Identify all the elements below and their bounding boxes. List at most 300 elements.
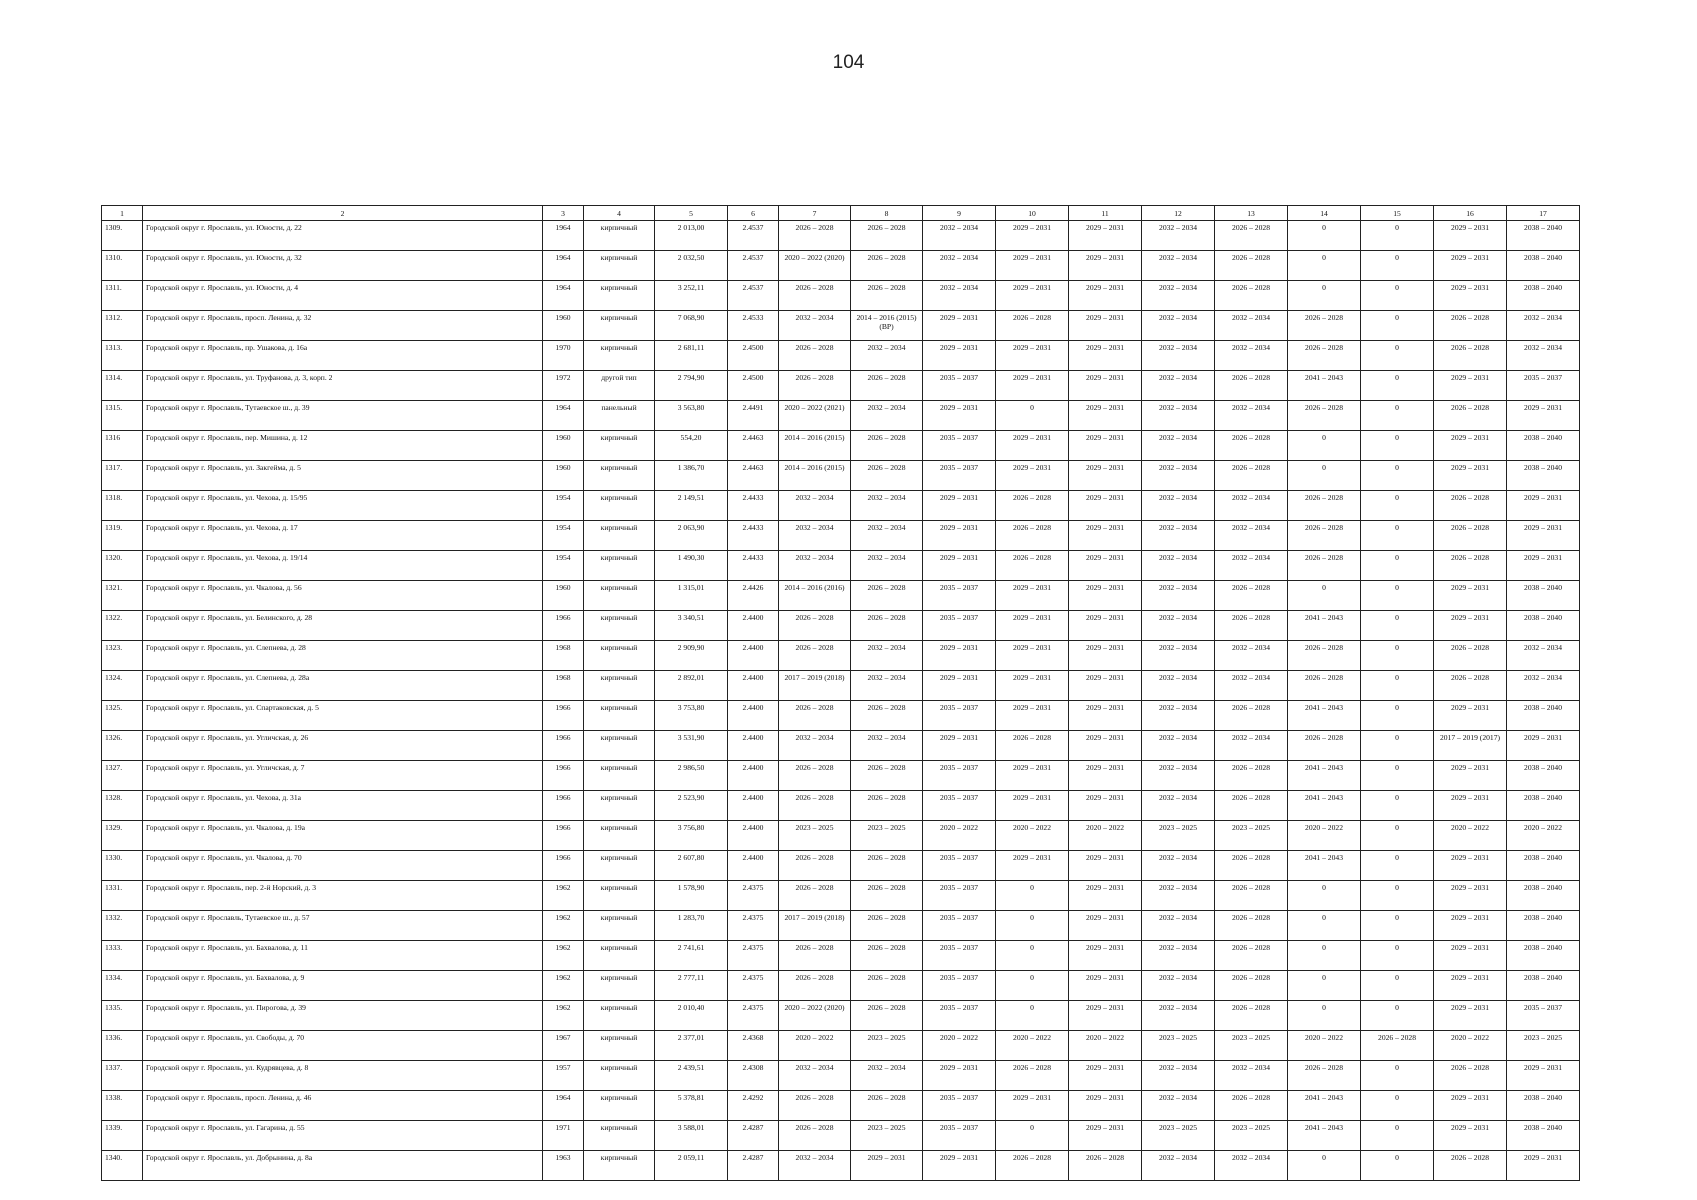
table-cell: 2032 – 2034 [1142, 281, 1215, 311]
table-cell: 2035 – 2037 [923, 1001, 996, 1031]
table-cell: 2 909,90 [655, 641, 728, 671]
table-cell: 2026 – 2028 [1288, 521, 1361, 551]
table-cell: 2017 – 2019 (2017) [1434, 731, 1507, 761]
table-cell: 2032 – 2034 [779, 491, 851, 521]
table-cell: 2032 – 2034 [1142, 341, 1215, 371]
table-cell: 2026 – 2028 [779, 881, 851, 911]
table-cell: кирпичный [584, 911, 655, 941]
table-cell: 2038 – 2040 [1507, 461, 1580, 491]
table-cell: 3 753,80 [655, 701, 728, 731]
table-cell: 2029 – 2031 [996, 461, 1069, 491]
table-cell: 0 [1288, 281, 1361, 311]
table-cell: 2023 – 2025 [1142, 1031, 1215, 1061]
table-cell: 2 794,90 [655, 371, 728, 401]
table-cell: 2029 – 2031 [1507, 521, 1580, 551]
table-cell: кирпичный [584, 1061, 655, 1091]
table-cell: кирпичный [584, 641, 655, 671]
table-cell: 2 063,90 [655, 521, 728, 551]
table-cell: 2026 – 2028 [851, 461, 923, 491]
column-header: 1 [102, 206, 143, 221]
table-cell: 2038 – 2040 [1507, 851, 1580, 881]
table-cell: 2041 – 2043 [1288, 701, 1361, 731]
table-cell: Городской округ г. Ярославль, ул. Чкалова, д. 56 [143, 581, 543, 611]
table-cell: кирпичный [584, 941, 655, 971]
table-cell: 2.4308 [728, 1061, 779, 1091]
table-cell: 1963 [543, 1151, 584, 1181]
table-cell: 2035 – 2037 [923, 581, 996, 611]
table-cell: 2038 – 2040 [1507, 251, 1580, 281]
table-cell: 2038 – 2040 [1507, 791, 1580, 821]
table-cell: 2026 – 2028 [1434, 401, 1507, 431]
table-cell: 2026 – 2028 [1215, 851, 1288, 881]
table-cell: 2029 – 2031 [923, 1151, 996, 1181]
table-cell: кирпичный [584, 611, 655, 641]
table-cell: Городской округ г. Ярославль, ул. Чехова, д. 31а [143, 791, 543, 821]
table-row [102, 821, 1580, 851]
table-cell: 1330. [102, 851, 143, 881]
table-cell: 1964 [543, 251, 584, 281]
table-cell: 2032 – 2034 [1215, 311, 1288, 341]
table-cell: кирпичный [584, 1151, 655, 1181]
table-cell: 2029 – 2031 [1434, 281, 1507, 311]
table-cell: 2.4375 [728, 1001, 779, 1031]
table-cell: 2026 – 2028 [1288, 341, 1361, 371]
table-cell: 2017 – 2019 (2018) [779, 671, 851, 701]
table-cell: 2029 – 2031 [1069, 851, 1142, 881]
table-cell: 2029 – 2031 [1434, 461, 1507, 491]
table-cell: кирпичный [584, 971, 655, 1001]
table-cell: 2.4400 [728, 641, 779, 671]
table-cell: 2029 – 2031 [851, 1151, 923, 1181]
table-row [102, 851, 1580, 881]
table-cell: 2038 – 2040 [1507, 911, 1580, 941]
table-cell: 2026 – 2028 [1434, 1061, 1507, 1091]
table-cell: 2 377,01 [655, 1031, 728, 1061]
table-cell: 1310. [102, 251, 143, 281]
table-cell: 0 [1288, 881, 1361, 911]
table-cell: 2026 – 2028 [996, 491, 1069, 521]
table-cell: 0 [1361, 521, 1434, 551]
table-cell: 2026 – 2028 [1215, 971, 1288, 1001]
table-cell: 2.4500 [728, 371, 779, 401]
table-cell: 0 [1361, 491, 1434, 521]
table-cell: Городской округ г. Ярославль, ул. Чехова, д. 17 [143, 521, 543, 551]
table-cell: 2026 – 2028 [1215, 701, 1288, 731]
column-header: 15 [1361, 206, 1434, 221]
table-cell: 1321. [102, 581, 143, 611]
table-cell: Городской округ г. Ярославль, ул. Чкалова, д. 19а [143, 821, 543, 851]
table-cell: 2038 – 2040 [1507, 1091, 1580, 1121]
table-cell: кирпичный [584, 1121, 655, 1151]
table-cell: кирпичный [584, 551, 655, 581]
table-cell: 2038 – 2040 [1507, 581, 1580, 611]
table-cell: 2038 – 2040 [1507, 431, 1580, 461]
table-cell: 2032 – 2034 [1142, 521, 1215, 551]
buildings-schedule-table [101, 205, 1580, 1181]
table-cell: 2026 – 2028 [779, 1091, 851, 1121]
table-cell: 2032 – 2034 [851, 551, 923, 581]
table-cell: 0 [1361, 1121, 1434, 1151]
table-cell: 2026 – 2028 [851, 371, 923, 401]
table-row [102, 1031, 1580, 1061]
table-cell: 0 [1361, 251, 1434, 281]
table-cell: 2.4292 [728, 1091, 779, 1121]
table-cell: 2035 – 2037 [923, 881, 996, 911]
table-cell: другой тип [584, 371, 655, 401]
table-cell: 2026 – 2028 [851, 1091, 923, 1121]
table-cell: 1316 [102, 431, 143, 461]
table-cell: 2029 – 2031 [1069, 791, 1142, 821]
table-cell: 2020 – 2022 [779, 1031, 851, 1061]
table-cell: 2026 – 2028 [1215, 941, 1288, 971]
table-cell: Городской округ г. Ярославль, ул. Пирогова, д. 39 [143, 1001, 543, 1031]
table-cell: 2029 – 2031 [1434, 251, 1507, 281]
table-cell: 1314. [102, 371, 143, 401]
table-cell: 1318. [102, 491, 143, 521]
table-cell: 2032 – 2034 [1142, 251, 1215, 281]
table-cell: 2029 – 2031 [996, 611, 1069, 641]
table-row [102, 581, 1580, 611]
table-cell: 2029 – 2031 [1434, 761, 1507, 791]
table-cell: 2029 – 2031 [1434, 1091, 1507, 1121]
table-cell: 2026 – 2028 [1215, 431, 1288, 461]
column-header: 8 [851, 206, 923, 221]
table-cell: 2029 – 2031 [1434, 881, 1507, 911]
table-cell: кирпичный [584, 1091, 655, 1121]
table-cell: 1954 [543, 521, 584, 551]
table-cell: 1319. [102, 521, 143, 551]
table-cell: 2029 – 2031 [1434, 971, 1507, 1001]
table-cell: 2032 – 2034 [1142, 551, 1215, 581]
table-cell: кирпичный [584, 1001, 655, 1031]
table-cell: 2.4287 [728, 1121, 779, 1151]
table-cell: 2032 – 2034 [1142, 911, 1215, 941]
table-cell: 1 490,30 [655, 551, 728, 581]
table-cell: 2032 – 2034 [1142, 881, 1215, 911]
table-cell: 2029 – 2031 [996, 1091, 1069, 1121]
table-cell: Городской округ г. Ярославль, просп. Ленина, д. 32 [143, 311, 543, 341]
table-cell: 2026 – 2028 [851, 791, 923, 821]
table-cell: 0 [1361, 911, 1434, 941]
table-cell: 1313. [102, 341, 143, 371]
table-cell: 2026 – 2028 [1215, 911, 1288, 941]
table-cell: 2041 – 2043 [1288, 1091, 1361, 1121]
table-row [102, 491, 1580, 521]
table-cell: 2029 – 2031 [996, 581, 1069, 611]
table-cell: 1964 [543, 401, 584, 431]
table-cell: Городской округ г. Ярославль, ул. Чехова, д. 19/14 [143, 551, 543, 581]
table-cell: 2 741,61 [655, 941, 728, 971]
table-header-row [102, 206, 1580, 221]
table-cell: 1332. [102, 911, 143, 941]
table-cell: 1964 [543, 1091, 584, 1121]
table-cell: 2029 – 2031 [1069, 941, 1142, 971]
table-cell: 2035 – 2037 [923, 851, 996, 881]
table-cell: Городской округ г. Ярославль, просп. Ленина, д. 46 [143, 1091, 543, 1121]
table-cell: кирпичный [584, 461, 655, 491]
table-cell: 1954 [543, 551, 584, 581]
table-cell: 2020 – 2022 [1288, 821, 1361, 851]
table-cell: 0 [1361, 851, 1434, 881]
table-cell: 2026 – 2028 [996, 1061, 1069, 1091]
table-cell: 1322. [102, 611, 143, 641]
table-cell: 2026 – 2028 [1434, 551, 1507, 581]
table-cell: 0 [996, 941, 1069, 971]
table-cell: 0 [1288, 461, 1361, 491]
table-cell: 2026 – 2028 [1215, 881, 1288, 911]
table-cell: 2026 – 2028 [1361, 1031, 1434, 1061]
table-cell: 2029 – 2031 [996, 281, 1069, 311]
table-cell: 1 578,90 [655, 881, 728, 911]
table-cell: Городской округ г. Ярославль, пер. 2-й Норский, д. 3 [143, 881, 543, 911]
table-cell: 2.4433 [728, 491, 779, 521]
table-cell: 2029 – 2031 [1069, 881, 1142, 911]
table-cell: кирпичный [584, 491, 655, 521]
table-row [102, 311, 1580, 341]
table-cell: 2026 – 2028 [851, 851, 923, 881]
table-cell: кирпичный [584, 761, 655, 791]
table-cell: 2032 – 2034 [1142, 851, 1215, 881]
table-cell: кирпичный [584, 221, 655, 251]
table-cell: 2023 – 2025 [1142, 1121, 1215, 1151]
table-cell: 2026 – 2028 [996, 1151, 1069, 1181]
table-cell: 2029 – 2031 [1069, 971, 1142, 1001]
table-cell: 2026 – 2028 [1288, 401, 1361, 431]
table-cell: 0 [1361, 791, 1434, 821]
table-cell: 1312. [102, 311, 143, 341]
table-cell: 2032 – 2034 [1507, 311, 1580, 341]
table-row [102, 221, 1580, 251]
table-cell: 0 [1361, 611, 1434, 641]
table-cell: 0 [996, 911, 1069, 941]
column-header: 14 [1288, 206, 1361, 221]
table-cell: Городской округ г. Ярославль, ул. Юности, д. 32 [143, 251, 543, 281]
table-cell: кирпичный [584, 701, 655, 731]
table-cell: 1324. [102, 671, 143, 701]
table-cell: 2026 – 2028 [1288, 1061, 1361, 1091]
table-cell: 2029 – 2031 [1069, 221, 1142, 251]
table-cell: 2029 – 2031 [996, 371, 1069, 401]
table-row [102, 401, 1580, 431]
table-row [102, 791, 1580, 821]
table-cell: 2014 – 2016 (2015) [779, 461, 851, 491]
table-cell: 0 [1361, 671, 1434, 701]
table-cell: 2026 – 2028 [1434, 521, 1507, 551]
table-cell: 2035 – 2037 [923, 761, 996, 791]
table-cell: 3 588,01 [655, 1121, 728, 1151]
table-cell: кирпичный [584, 521, 655, 551]
table-row [102, 251, 1580, 281]
table-cell: 2032 – 2034 [1215, 671, 1288, 701]
table-cell: 2041 – 2043 [1288, 851, 1361, 881]
table-cell: 2026 – 2028 [1215, 281, 1288, 311]
table-cell: 2026 – 2028 [851, 1001, 923, 1031]
table-cell: 2038 – 2040 [1507, 941, 1580, 971]
table-cell: 2026 – 2028 [1434, 311, 1507, 341]
table-cell: 2032 – 2034 [1507, 341, 1580, 371]
table-cell: 0 [1288, 941, 1361, 971]
table-cell: Городской округ г. Ярославль, ул. Угличская, д. 7 [143, 761, 543, 791]
table-cell: 2032 – 2034 [779, 1151, 851, 1181]
table-cell: 2038 – 2040 [1507, 611, 1580, 641]
table-cell: 2014 – 2016 (2015) (ВР) [851, 311, 923, 341]
table-cell: 2029 – 2031 [1507, 551, 1580, 581]
table-row [102, 911, 1580, 941]
table-cell: Городской округ г. Ярославль, ул. Гагарина, д. 55 [143, 1121, 543, 1151]
table-cell: 2023 – 2025 [779, 821, 851, 851]
table-cell: 2029 – 2031 [1434, 1121, 1507, 1151]
table-cell: 2 439,51 [655, 1061, 728, 1091]
table-row [102, 611, 1580, 641]
table-cell: 2026 – 2028 [1434, 671, 1507, 701]
table-cell: 1326. [102, 731, 143, 761]
table-cell: 1327. [102, 761, 143, 791]
table-cell: 2026 – 2028 [1434, 641, 1507, 671]
table-cell: 2032 – 2034 [851, 1061, 923, 1091]
table-cell: 2 681,11 [655, 341, 728, 371]
table-cell: 2038 – 2040 [1507, 761, 1580, 791]
table-cell: 2026 – 2028 [779, 791, 851, 821]
table-cell: 1340. [102, 1151, 143, 1181]
table-cell: 2026 – 2028 [851, 581, 923, 611]
table-cell: 2038 – 2040 [1507, 881, 1580, 911]
table-cell: 2032 – 2034 [1215, 641, 1288, 671]
table-row [102, 461, 1580, 491]
table-cell: 2032 – 2034 [1142, 1091, 1215, 1121]
table-cell: 2029 – 2031 [923, 671, 996, 701]
table-cell: 2.4463 [728, 461, 779, 491]
table-cell: 1334. [102, 971, 143, 1001]
table-row [102, 341, 1580, 371]
table-cell: 0 [1361, 641, 1434, 671]
table-cell: 3 340,51 [655, 611, 728, 641]
table-cell: 0 [1361, 461, 1434, 491]
column-header: 12 [1142, 206, 1215, 221]
table-cell: 1970 [543, 341, 584, 371]
table-cell: 2032 – 2034 [1507, 671, 1580, 701]
table-cell: Городской округ г. Ярославль, ул. Труфанова, д. 3, корп. 2 [143, 371, 543, 401]
table-cell: 2029 – 2031 [1434, 581, 1507, 611]
table-cell: 2041 – 2043 [1288, 371, 1361, 401]
table-row [102, 1151, 1580, 1181]
table-cell: 2035 – 2037 [923, 701, 996, 731]
table-cell: кирпичный [584, 581, 655, 611]
table-cell: 2.4400 [728, 671, 779, 701]
table-cell: 2 986,50 [655, 761, 728, 791]
table-cell: 2.4500 [728, 341, 779, 371]
table-row [102, 761, 1580, 791]
table-cell: 1971 [543, 1121, 584, 1151]
table-cell: 1309. [102, 221, 143, 251]
table-cell: Городской округ г. Ярославль, ул. Юности, д. 22 [143, 221, 543, 251]
table-cell: 2029 – 2031 [1069, 701, 1142, 731]
table-cell: 2026 – 2028 [996, 731, 1069, 761]
table-cell: 2.4400 [728, 821, 779, 851]
table-cell: 2.4463 [728, 431, 779, 461]
table-cell: 2029 – 2031 [1434, 221, 1507, 251]
table-cell: 2032 – 2034 [1215, 401, 1288, 431]
table-cell: 1960 [543, 311, 584, 341]
table-cell: 1329. [102, 821, 143, 851]
table-cell: 2.4400 [728, 731, 779, 761]
table-cell: 0 [1361, 221, 1434, 251]
table-cell: 2035 – 2037 [923, 431, 996, 461]
table-cell: 3 563,80 [655, 401, 728, 431]
table-cell: 2026 – 2028 [1215, 581, 1288, 611]
table-cell: 2026 – 2028 [1288, 311, 1361, 341]
table-cell: 2032 – 2034 [923, 221, 996, 251]
table-cell: 2.4433 [728, 551, 779, 581]
table-cell: 2026 – 2028 [779, 281, 851, 311]
table-cell: 2029 – 2031 [1069, 641, 1142, 671]
table-cell: 0 [1361, 701, 1434, 731]
table-cell: 2032 – 2034 [1142, 401, 1215, 431]
table-cell: 2035 – 2037 [1507, 371, 1580, 401]
table-cell: 2020 – 2022 [923, 1031, 996, 1061]
table-cell: 0 [1288, 911, 1361, 941]
table-cell: 2029 – 2031 [923, 551, 996, 581]
table-row [102, 521, 1580, 551]
table-cell: 2038 – 2040 [1507, 281, 1580, 311]
table-cell: Городской округ г. Ярославль, ул. Чкалова, д. 70 [143, 851, 543, 881]
table-cell: 2032 – 2034 [1142, 1061, 1215, 1091]
table-cell: 0 [1361, 761, 1434, 791]
table-cell: 0 [1361, 431, 1434, 461]
table-cell: 2032 – 2034 [779, 1061, 851, 1091]
table-cell: 2032 – 2034 [851, 671, 923, 701]
column-header: 2 [143, 206, 543, 221]
table-cell: 2032 – 2034 [1142, 731, 1215, 761]
table-cell: 2029 – 2031 [1069, 1121, 1142, 1151]
table-cell: 2029 – 2031 [923, 641, 996, 671]
table-cell: 2029 – 2031 [1507, 731, 1580, 761]
table-cell: 2029 – 2031 [996, 641, 1069, 671]
table-cell: кирпичный [584, 251, 655, 281]
table-cell: 2032 – 2034 [851, 341, 923, 371]
table-cell: 2032 – 2034 [923, 251, 996, 281]
table-row [102, 431, 1580, 461]
table-cell: 2032 – 2034 [1215, 341, 1288, 371]
table-cell: 2032 – 2034 [1142, 641, 1215, 671]
table-cell: 2.4433 [728, 521, 779, 551]
table-cell: 2026 – 2028 [851, 611, 923, 641]
table-cell: 2029 – 2031 [1069, 431, 1142, 461]
table-cell: 2029 – 2031 [1434, 1001, 1507, 1031]
table-cell: 2020 – 2022 [1069, 821, 1142, 851]
table-cell: 0 [1361, 341, 1434, 371]
table-cell: Городской округ г. Ярославль, ул. Спартаковская, д. 5 [143, 701, 543, 731]
table-cell: 2029 – 2031 [923, 521, 996, 551]
table-cell: 2032 – 2034 [1142, 611, 1215, 641]
table-cell: 2029 – 2031 [1069, 731, 1142, 761]
table-cell: 1311. [102, 281, 143, 311]
table-cell: 1966 [543, 791, 584, 821]
table-cell: 2026 – 2028 [779, 971, 851, 1001]
table-cell: 2032 – 2034 [1142, 491, 1215, 521]
table-cell: 1964 [543, 221, 584, 251]
table-cell: 0 [1288, 1151, 1361, 1181]
table-cell: 2.4375 [728, 881, 779, 911]
table-cell: 1962 [543, 971, 584, 1001]
table-cell: 2029 – 2031 [1069, 911, 1142, 941]
table-cell: 2035 – 2037 [923, 1091, 996, 1121]
table-cell: 2014 – 2016 (2015) [779, 431, 851, 461]
table-cell: 2029 – 2031 [1069, 581, 1142, 611]
table-cell: панельный [584, 401, 655, 431]
table-cell: 2032 – 2034 [779, 551, 851, 581]
table-cell: 1339. [102, 1121, 143, 1151]
table-cell: 1960 [543, 581, 584, 611]
